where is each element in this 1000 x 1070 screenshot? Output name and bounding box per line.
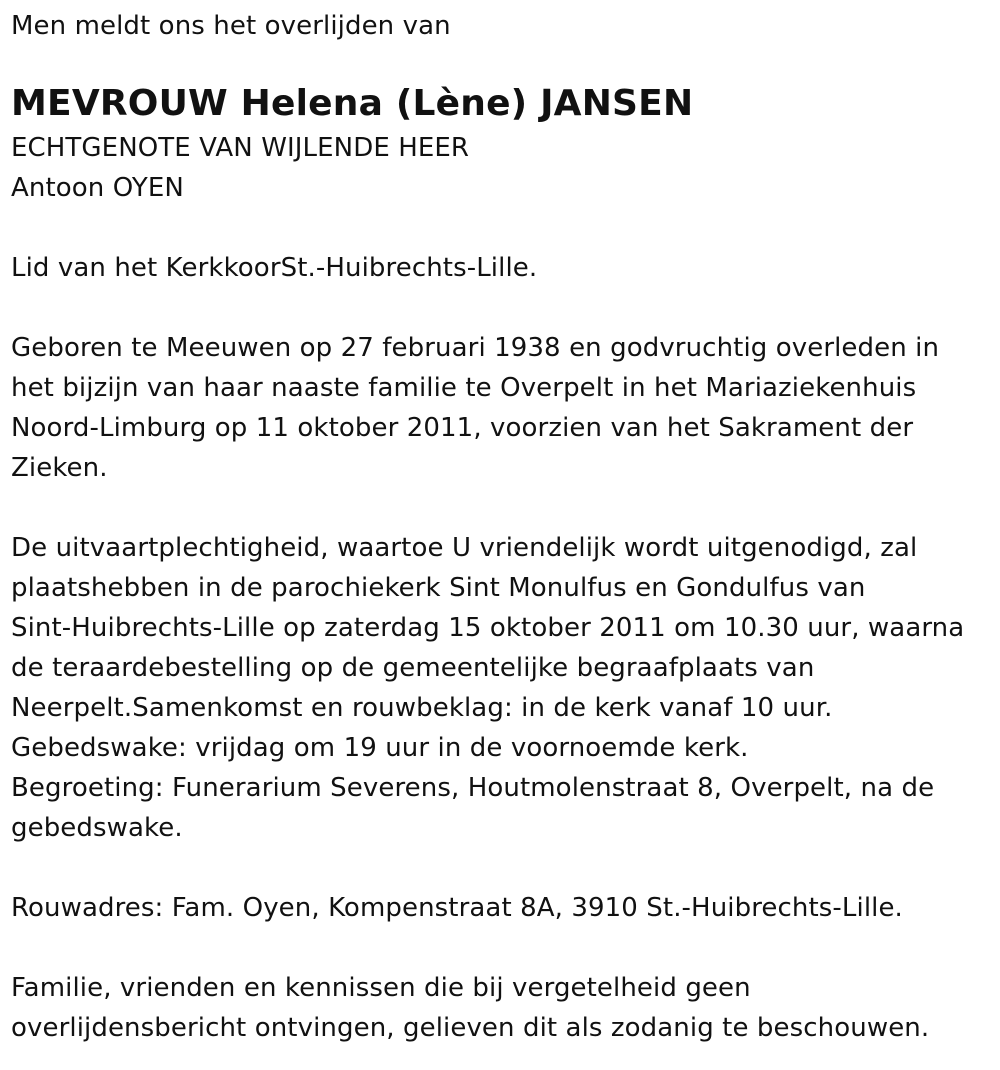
paragraph-line: gebedswake. [11,813,183,843]
membership-text: Lid van het KerkkoorSt.-Huibrechts-Lille. [11,253,538,283]
paragraph-line: het bijzijn van haar naaste familie te Overpelt in het Mariaziekenhuis [11,373,917,403]
mourning-address: Rouwadres: Fam. Oyen, Kompenstraat 8A, 3910 St.-Huibrechts-Lille. [11,893,903,923]
spouse-name: Antoon OYEN [11,173,184,203]
paragraph-line: Zieken. [11,453,108,483]
intro-text: Men meldt ons het overlijden van [11,11,451,41]
paragraph-line: Geboren te Meeuwen op 27 februari 1938 en godvruchtig overleden in [11,333,940,363]
paragraph-line: overlijdensbericht ontvingen, gelieven dit als zodanig te beschouwen. [11,1013,930,1043]
spacer [11,488,1000,528]
spacer [11,288,1000,328]
closing-paragraph [11,968,1000,1048]
spacer [11,208,1000,248]
paragraph-line: De uitvaartplechtigheid, waartoe U vriendelijk wordt uitgenodigd, zal [11,533,918,563]
paragraph-line: de teraardebestelling op de gemeentelijke begraafplaats van [11,653,815,683]
funeral-paragraph [11,528,1000,848]
paragraph-line: Familie, vrienden en kennissen die bij vergetelheid geen [11,973,751,1003]
deceased-name: MEVROUW Helena (Lène) JANSEN [11,83,694,124]
paragraph-line: Noord-Limburg op 11 oktober 2011, voorzien van het Sakrament der [11,413,914,443]
relation-text: ECHTGENOTE VAN WIJLENDE HEER [11,133,470,163]
spacer [11,928,1000,968]
paragraph-line: plaatshebben in de parochiekerk Sint Monulfus en Gondulfus van [11,573,866,603]
spacer [11,848,1000,888]
paragraph-line: Gebedswake: vrijdag om 19 uur in de voornoemde kerk. [11,733,749,763]
paragraph-line: Neerpelt.Samenkomst en rouwbeklag: in de kerk vanaf 10 uur. [11,693,833,723]
paragraph-line: Begroeting: Funerarium Severens, Houtmolenstraat 8, Overpelt, na de [11,773,935,803]
birth-death-paragraph [11,328,1000,488]
paragraph-line: Sint-Huibrechts-Lille op zaterdag 15 oktober 2011 om 10.30 uur, waarna [11,613,965,643]
